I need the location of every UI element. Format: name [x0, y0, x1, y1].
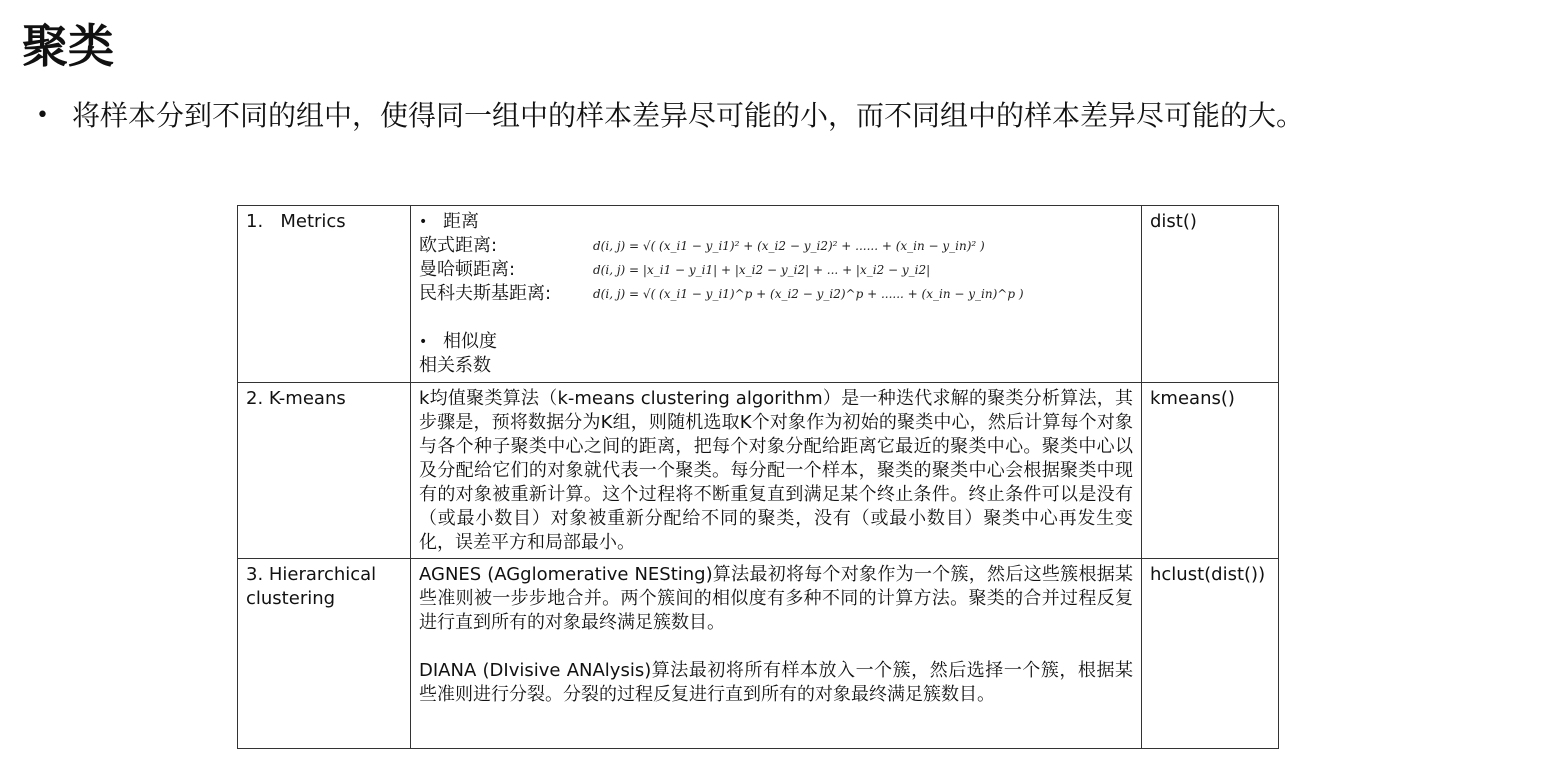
manhattan-row: [419, 258, 1133, 282]
metrics-name: 1. Metrics: [246, 211, 346, 232]
intro-text: 将样本分到不同的组中，使得同一组中的样本差异尽可能的小，而不同组中的样本差异尽可能的大。: [72, 99, 1305, 132]
bullet-icon: •: [419, 334, 428, 350]
bullet-icon: •: [36, 103, 49, 128]
similarity-heading: [419, 330, 1133, 354]
kmeans-name: 2. K-means: [246, 388, 346, 409]
euclidean-label: 欧式距离:: [419, 235, 498, 256]
table-row-metrics: [238, 206, 1279, 383]
kmeans-name-cell: [238, 383, 411, 559]
hierarchical-function: hclust(dist()): [1150, 564, 1266, 585]
kmeans-content-cell: [411, 383, 1142, 559]
distance-heading: [419, 210, 1133, 234]
table-row-hierarchical: [238, 559, 1279, 749]
kmeans-function: kmeans(): [1150, 388, 1235, 409]
metrics-name-cell: [238, 206, 411, 383]
diana-description: DIANA (DIvisive ANAlysis)算法最初将所有样本放入一个簇，然后选择一个簇，根据某些准则进行分裂。分裂的过程反复进行直到所有的对象最终满足簇数目。: [419, 660, 1133, 705]
distance-heading-text: 距离: [443, 211, 479, 232]
minkowski-label: 民科夫斯基距离:: [419, 283, 552, 304]
agnes-description: AGNES (AGglomerative NESting)算法最初将每个对象作为一个簇，然后这些簇根据某些准则被一步步地合并。两个簇间的相似度有多种不同的计算方法。聚类的合并过程反复进行直到所有的对象最终满足簇数目。: [419, 564, 1133, 633]
hierarchical-name: 3. Hierarchical clustering: [246, 564, 377, 609]
bullet-icon: •: [419, 214, 428, 230]
metrics-function-cell: [1142, 206, 1279, 383]
hierarchical-content-cell: [411, 559, 1142, 749]
similarity-heading-text: 相似度: [443, 331, 497, 352]
metrics-function: dist(): [1150, 211, 1197, 232]
clustering-table: [237, 205, 1279, 749]
similarity-item: 相关系数: [419, 355, 491, 376]
manhattan-label: 曼哈顿距离:: [419, 259, 516, 280]
page-title: 聚类: [22, 19, 114, 73]
intro-bullet: [36, 96, 1304, 136]
minkowski-row: [419, 282, 1133, 306]
kmeans-function-cell: [1142, 383, 1279, 559]
hierarchical-function-cell: [1142, 559, 1279, 749]
manhattan-formula: d(i, j) = |x_i1 − y_i1| + |x_i2 − y_i2| + ... + |x_i2 − y_i2|: [593, 263, 931, 277]
minkowski-formula: d(i, j) = √( (x_i1 − y_i1)^p + (x_i2 − y_i2)^p + ...... + (x_in − y_in)^p ): [593, 287, 1024, 301]
kmeans-description: k均值聚类算法（k-means clustering algorithm）是一种迭代求解的聚类分析算法，其步骤是，预将数据分为K组，则随机选取K个对象作为初始的聚类中心，然后计算每个对象与各个种子聚类中心之间的距离，把每个对象分配给距离它最近的聚类中心。聚类中心以及分配给它们的对象就代表一个聚类。每分配一个样本，聚类的聚类中心会根据聚类中现有的对象被重新计算。这个过程将不断重复直到满足某个终止条件。终止条件可以是没有（或最小数目）对象被重新分配给不同的聚类，没有（或最小数目）聚类中心再发生变化，误差平方和局部最小。: [419, 388, 1133, 553]
table-row-kmeans: [238, 383, 1279, 559]
euclidean-row: [419, 234, 1133, 258]
metrics-content-cell: [411, 206, 1142, 383]
euclidean-formula: d(i, j) = √( (x_i1 − y_i1)² + (x_i2 − y_i2)² + ...... + (x_in − y_in)² ): [593, 239, 985, 253]
hierarchical-name-cell: [238, 559, 411, 749]
